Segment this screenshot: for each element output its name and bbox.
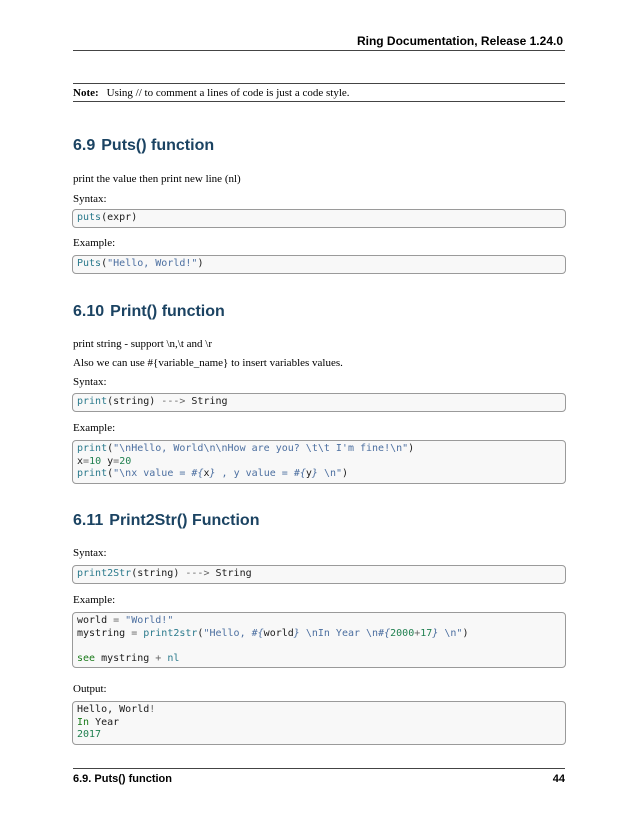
code-token: (	[101, 258, 108, 269]
section-heading-6-10	[73, 303, 225, 321]
code-token: print	[77, 468, 108, 479]
code-block-example	[72, 255, 566, 274]
code-token: Year	[89, 716, 120, 728]
syntax-label: Syntax:	[73, 376, 107, 388]
example-label: Example:	[73, 237, 116, 249]
page-number: 44	[552, 773, 565, 785]
section-title: Puts() function	[101, 137, 215, 154]
code-block-syntax	[72, 565, 566, 584]
code-token: (expr)	[101, 212, 138, 223]
syntax-label: Syntax:	[73, 547, 107, 559]
code-token: =	[83, 455, 90, 467]
code-token: "World!"	[125, 615, 174, 626]
code-token: )	[342, 468, 349, 479]
code-token: =	[113, 455, 120, 467]
code-token: (	[197, 627, 204, 639]
code-token: "Hello,	[203, 627, 252, 639]
code-token: }	[293, 627, 300, 639]
code-token: world	[77, 615, 108, 626]
code-token: !	[149, 704, 156, 715]
code-token: Hello, World	[77, 704, 150, 715]
code-token: print	[77, 443, 108, 454]
code-token: mystring	[77, 627, 126, 639]
syntax-label: Syntax:	[73, 193, 107, 205]
running-header: Ring Documentation, Release 1.24.0	[356, 34, 563, 48]
output-label: Output:	[73, 683, 107, 695]
paragraph: Also we can use #{variable_name} to insert variables values.	[73, 357, 343, 369]
code-token: 2017	[77, 729, 102, 740]
code-block-example	[72, 612, 566, 668]
section-number: 6.11	[73, 512, 104, 529]
code-token: =	[125, 627, 144, 639]
footer-section: 6.9. Puts() function	[73, 773, 172, 785]
code-token: #{	[378, 627, 391, 639]
code-token: =	[107, 615, 126, 626]
code-token: +	[414, 627, 421, 639]
code-token: (	[107, 468, 114, 479]
code-block-example	[72, 440, 566, 484]
code-token: world	[263, 627, 294, 639]
code-token: --->	[179, 568, 216, 579]
code-token: String	[215, 568, 252, 579]
section-number: 6.9	[73, 137, 96, 154]
code-block-output	[72, 701, 566, 745]
code-token: +	[155, 652, 162, 664]
code-token: y	[305, 468, 312, 479]
code-token: (	[107, 443, 114, 454]
code-token: (string)	[107, 396, 156, 407]
code-token: x	[203, 468, 210, 479]
header-rule	[73, 50, 565, 51]
code-token: \nIn Year \n	[299, 627, 379, 639]
code-token: --->	[155, 396, 192, 407]
code-token: \n"	[317, 468, 343, 479]
section-heading-6-9	[73, 137, 214, 155]
code-token: print2Str	[77, 568, 132, 579]
code-token: }	[209, 468, 216, 479]
section-number: 6.10	[73, 303, 105, 320]
code-token: nl	[161, 652, 180, 664]
code-token: )	[408, 443, 415, 454]
code-token: }	[311, 468, 318, 479]
code-token: print2str	[143, 627, 198, 639]
example-label: Example:	[73, 422, 116, 434]
code-token: #{	[191, 468, 204, 479]
example-label: Example:	[73, 594, 116, 606]
code-token: puts	[77, 212, 102, 223]
footer-rule	[73, 768, 565, 769]
code-token: "Hello, World!"	[107, 258, 198, 269]
paragraph: print the value then print new line (nl)	[73, 173, 241, 185]
code-token: (string)	[131, 568, 180, 579]
code-token: )	[197, 258, 204, 269]
code-block-syntax	[72, 393, 566, 412]
code-token: 2000	[390, 627, 415, 639]
code-token: String	[191, 396, 228, 407]
code-token: 17	[420, 627, 433, 639]
code-token: )	[462, 627, 469, 639]
code-token: \n"	[438, 627, 463, 639]
paragraph: print string - support \n,\t and \r	[73, 338, 213, 350]
code-token: see	[77, 652, 96, 664]
code-token: 10	[89, 455, 102, 467]
code-token: In	[77, 716, 90, 728]
code-token: Puts	[77, 258, 102, 269]
section-title: Print2Str() Function	[109, 512, 260, 529]
code-token: y	[107, 455, 114, 467]
code-token: , y value =	[215, 468, 294, 479]
section-heading-6-11	[73, 512, 259, 530]
note-box	[73, 83, 565, 102]
note-label: Note:	[73, 87, 99, 99]
code-token: #{	[293, 468, 306, 479]
code-token: "\nHello, World\n\nHow are you? \t\t I'm fine!\n"	[113, 443, 409, 454]
code-block-syntax	[72, 209, 566, 228]
note-text: Using // to comment a lines of code is just a code style.	[106, 87, 350, 99]
code-token: #{	[251, 627, 264, 639]
code-token: 20	[119, 455, 132, 467]
code-token: print	[77, 396, 108, 407]
code-token: x	[77, 455, 84, 467]
section-title: Print() function	[110, 303, 225, 320]
code-token: "\nx value =	[113, 468, 192, 479]
code-token: }	[432, 627, 439, 639]
code-token: mystring	[95, 652, 156, 664]
